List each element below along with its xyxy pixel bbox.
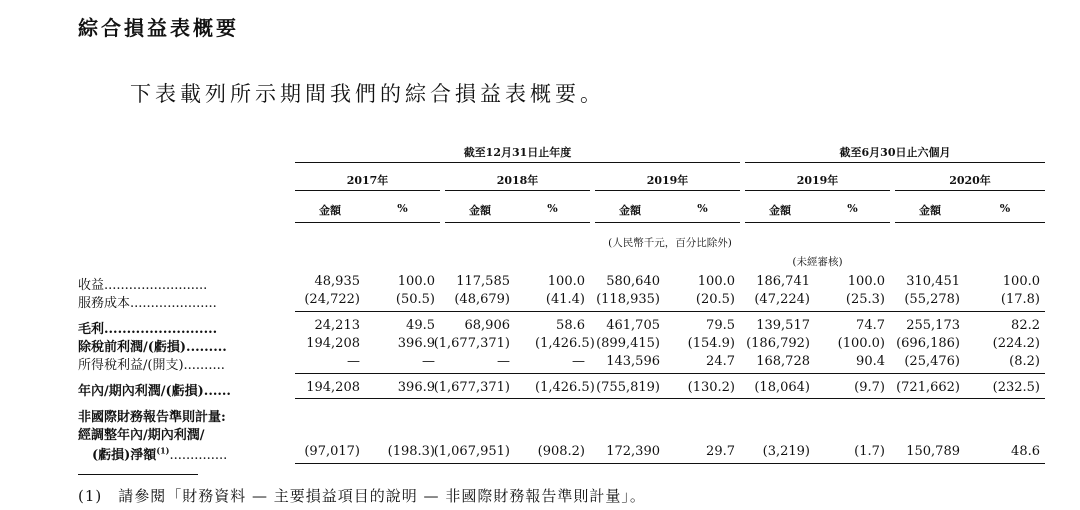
year-rule: [745, 190, 890, 191]
unit-note: (人民幣千元，百分比除外): [608, 237, 732, 249]
amount-cell: (696,186): [896, 336, 960, 351]
amount-cell: 310,451: [906, 274, 960, 289]
percent-cell: 100.0: [847, 274, 885, 289]
percent-cell: 24.7: [706, 354, 735, 369]
amount-cell: 150,789: [906, 444, 960, 459]
year-rule: [445, 190, 590, 191]
amount-cell: (186,792): [746, 336, 810, 351]
amount-cell: 139,517: [756, 318, 810, 333]
amount-cell: (48,679): [454, 292, 510, 307]
amount-cell: 143,596: [606, 354, 660, 369]
percent-cell: 100.0: [1002, 274, 1040, 289]
percent-cell: 74.7: [856, 318, 885, 333]
percent-header: %: [697, 202, 708, 215]
amount-cell: (118,935): [596, 292, 660, 307]
group-header-six-month: 截至6月30日止六個月: [839, 146, 951, 159]
percent-cell: 29.7: [706, 444, 735, 459]
percent-cell: 82.2: [1011, 318, 1040, 333]
column-header-rule: [295, 222, 440, 223]
column-header-rule: [745, 222, 890, 223]
row-label-income-tax: 所得稅利益/(開支)..........: [78, 358, 225, 373]
percent-cell: —: [572, 354, 585, 369]
amount-cell: 48,935: [314, 274, 360, 289]
amount-cell: 186,741: [756, 274, 810, 289]
nonifrs-label-line3: (虧損)淨額$^{(1)}$..............: [92, 445, 228, 463]
amount-cell: (3,219): [762, 444, 810, 459]
year-header: 2019年: [796, 174, 839, 187]
year-rule: [295, 190, 440, 191]
year-rule: [595, 190, 740, 191]
percent-header: %: [547, 202, 558, 215]
percent-cell: 49.5: [406, 318, 435, 333]
amount-cell: —: [497, 354, 510, 369]
amount-cell: 194,208: [306, 380, 360, 395]
amount-cell: 68,906: [464, 318, 510, 333]
unaudited-note: (未經審核): [792, 256, 843, 268]
percent-cell: 100.0: [397, 274, 435, 289]
nonifrs-label-line1: 非國際財務報告準則計量:: [78, 410, 226, 425]
amount-cell: (47,224): [754, 292, 810, 307]
row-label-gross-profit: 毛利.........................: [78, 322, 218, 337]
amount-cell: (755,819): [596, 380, 660, 395]
column-header-rule: [445, 222, 590, 223]
year-header: 2020年: [949, 174, 991, 187]
column-header-rule: [595, 222, 740, 223]
amount-cell: 24,213: [314, 318, 360, 333]
group-header-year: 截至12月31日止年度: [463, 146, 572, 159]
footnote-text: (1) 請參閱「財務資料 — 主要損益項目的說明 — 非國際財務報告準則計量」。: [78, 487, 646, 505]
percent-cell: 396.9: [397, 380, 435, 395]
percent-cell: (41.4): [545, 292, 585, 307]
percent-cell: 100.0: [547, 274, 585, 289]
percent-cell: —: [422, 354, 435, 369]
amount-cell: (55,278): [904, 292, 960, 307]
column-header-rule: [895, 222, 1045, 223]
total-rule: [295, 463, 1045, 464]
amount-cell: 172,390: [606, 444, 660, 459]
amount-cell: 168,728: [756, 354, 810, 369]
percent-cell: (130.2): [687, 380, 735, 395]
year-rule: [895, 190, 1045, 191]
amount-header: 金額: [319, 204, 341, 217]
percent-cell: (198.3): [387, 444, 435, 459]
percent-cell: 48.6: [1011, 444, 1040, 459]
amount-cell: 461,705: [606, 318, 660, 333]
percent-cell: (232.5): [992, 380, 1040, 395]
row-label-profit-for-period: 年內/期內利潤/(虧損)......: [78, 384, 231, 399]
amount-header: 金額: [619, 204, 641, 217]
percent-cell: (1,426.5): [535, 336, 595, 351]
group-rule-year: [295, 162, 740, 163]
amount-header: 金額: [469, 204, 491, 217]
amount-header: 金額: [769, 204, 791, 217]
percent-cell: (9.7): [854, 380, 885, 395]
intro-text: 下表載列所示期間我們的綜合損益表概要。: [130, 82, 605, 106]
amount-header: 金額: [919, 204, 941, 217]
percent-cell: (17.8): [1000, 292, 1040, 307]
subtotal-rule: [295, 373, 1045, 374]
row-label-revenue: 收益.........................: [78, 278, 208, 293]
subtotal-rule: [295, 311, 1045, 312]
percent-cell: 396.9: [397, 336, 435, 351]
percent-cell: (100.0): [837, 336, 885, 351]
amount-cell: (1,677,371): [433, 336, 510, 351]
amount-cell: (25,476): [904, 354, 960, 369]
nonifrs-label-line2: 經調整年內/期內利潤/: [78, 428, 205, 443]
row-label-cost-of-services: 服務成本.....................: [78, 296, 217, 311]
percent-cell: 90.4: [856, 354, 885, 369]
amount-cell: 117,585: [456, 274, 510, 289]
percent-cell: 79.5: [706, 318, 735, 333]
row-label-profit-before-tax: 除稅前利潤/(虧損).........: [78, 340, 227, 355]
percent-cell: (8.2): [1009, 354, 1040, 369]
percent-cell: 100.0: [697, 274, 735, 289]
percent-cell: (50.5): [395, 292, 435, 307]
amount-cell: 194,208: [306, 336, 360, 351]
footnote-rule: [78, 474, 198, 475]
amount-cell: 580,640: [606, 274, 660, 289]
percent-cell: (20.5): [695, 292, 735, 307]
section-heading: 綜合損益表概要: [78, 16, 239, 40]
percent-header: %: [397, 202, 408, 215]
percent-cell: (1,426.5): [535, 380, 595, 395]
amount-cell: (1,677,371): [433, 380, 510, 395]
percent-cell: (154.9): [687, 336, 735, 351]
amount-cell: (1,067,951): [433, 444, 510, 459]
percent-cell: (224.2): [992, 336, 1040, 351]
amount-cell: (24,722): [304, 292, 360, 307]
amount-cell: —: [347, 354, 360, 369]
percent-cell: 58.6: [556, 318, 585, 333]
year-header: 2019年: [646, 174, 689, 187]
percent-cell: (25.3): [845, 292, 885, 307]
percent-cell: (908.2): [537, 444, 585, 459]
amount-cell: 255,173: [906, 318, 960, 333]
percent-header: %: [999, 202, 1011, 215]
group-rule-six-month: [745, 162, 1045, 163]
amount-cell: (721,662): [896, 380, 960, 395]
amount-cell: (97,017): [304, 444, 360, 459]
amount-cell: (899,415): [596, 336, 660, 351]
total-rule: [295, 398, 1045, 399]
percent-cell: (1.7): [854, 444, 885, 459]
year-header: 2017年: [346, 174, 389, 187]
percent-header: %: [847, 202, 858, 215]
year-header: 2018年: [496, 174, 539, 187]
amount-cell: (18,064): [754, 380, 810, 395]
